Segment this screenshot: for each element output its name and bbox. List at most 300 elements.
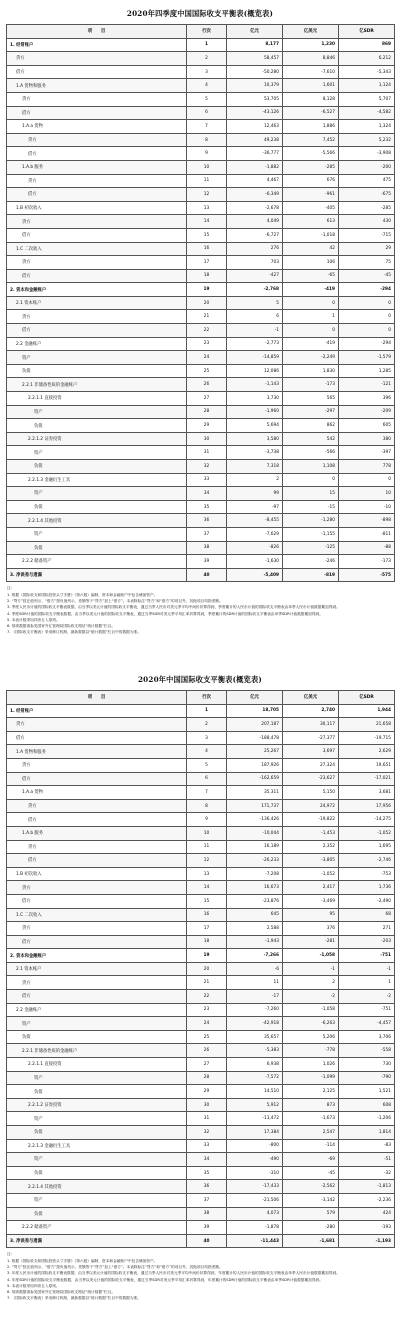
note-line: 1. 根据《国际收支和国际投资头寸手册》（第六版）编制，资本和金融账户中包含储备资产。 bbox=[7, 592, 158, 597]
value-sdr: 380 bbox=[339, 432, 395, 446]
value-sdr: -1,813 bbox=[339, 1180, 395, 1194]
row-number: 3 bbox=[187, 731, 227, 745]
value-sdr: 1 bbox=[339, 976, 395, 990]
value-cny: -50,280 bbox=[227, 65, 283, 79]
table-row bbox=[7, 1017, 395, 1031]
value-usd: 565 bbox=[283, 392, 339, 406]
row-number: 13 bbox=[187, 867, 227, 881]
row-number: 20 bbox=[187, 962, 227, 976]
value-usd: -45 bbox=[283, 1166, 339, 1180]
value-sdr: -17,021 bbox=[339, 772, 395, 786]
row-number: 9 bbox=[187, 813, 227, 827]
table-row bbox=[7, 310, 395, 324]
value-usd: 8,846 bbox=[283, 52, 339, 66]
value-cny: 16,189 bbox=[227, 840, 283, 854]
value-usd: 1,886 bbox=[283, 120, 339, 134]
value-sdr: -751 bbox=[339, 1003, 395, 1017]
note-line: 4. 季度SDR计值的国际收支平衡表数据，由当季以美元计值的国际收支平衡表，通过当季SDR对美元季平均汇率折算得到，季度累计的SDR计值的国际收支平衡表由单季SDR计值数据累加得到。 bbox=[7, 611, 323, 616]
row-label: 2.2 金融账户 bbox=[7, 1003, 187, 1017]
row-number: 7 bbox=[187, 120, 227, 134]
note-line: 3. 年度人民币计值的国际收支平衡表数据，由当季以美元计值的国际收支平衡表，通过当季人民币对美元季平均中间价折算得到，年度累计的人民币计值的国际收支平衡表由单季人民币计值数据累加得到。 bbox=[7, 1271, 340, 1276]
row-label: 借方 bbox=[7, 324, 187, 338]
row-number: 4 bbox=[187, 745, 227, 759]
value-sdr: 271 bbox=[339, 922, 395, 936]
row-label: 2.2.1.3 金融衍生工具 bbox=[7, 473, 187, 487]
value-usd: 2,352 bbox=[283, 840, 339, 854]
value-sdr: -2,746 bbox=[339, 854, 395, 868]
value-usd: -173 bbox=[283, 378, 339, 392]
value-sdr: 5,232 bbox=[339, 133, 395, 147]
row-number: 2 bbox=[187, 718, 227, 732]
value-cny: -42,918 bbox=[227, 1017, 283, 1031]
row-number: 17 bbox=[187, 256, 227, 270]
row-label: 2.2.1.3 金融衍生工具 bbox=[7, 1139, 187, 1153]
row-number: 39 bbox=[187, 1221, 227, 1235]
row-number: 38 bbox=[187, 541, 227, 555]
value-usd: -3,805 bbox=[283, 854, 339, 868]
value-usd: -1,280 bbox=[283, 514, 339, 528]
row-label: 2. 资本和金融账户 bbox=[7, 949, 187, 963]
row-number: 6 bbox=[187, 106, 227, 120]
value-cny: -17 bbox=[227, 990, 283, 1004]
header-row-no: 行次 bbox=[187, 25, 227, 39]
table-row bbox=[7, 758, 395, 772]
row-label: 负债 bbox=[7, 419, 187, 433]
value-cny: -1,943 bbox=[227, 935, 283, 949]
table-row bbox=[7, 1112, 395, 1126]
value-usd: -6,527 bbox=[283, 106, 339, 120]
table-row bbox=[7, 908, 395, 922]
value-cny: 6 bbox=[227, 310, 283, 324]
row-label: 1.A.b 服务 bbox=[7, 826, 187, 840]
row-number: 32 bbox=[187, 460, 227, 474]
row-label: 2.2.1 非储备性质的金融账户 bbox=[7, 378, 187, 392]
row-label: 1.B 初次收入 bbox=[7, 201, 187, 215]
value-sdr: 1,695 bbox=[339, 840, 395, 854]
row-label: 借方 bbox=[7, 772, 187, 786]
value-cny: -6 bbox=[227, 962, 283, 976]
row-number: 23 bbox=[187, 337, 227, 351]
value-usd: -7,610 bbox=[283, 65, 339, 79]
value-sdr: -1,206 bbox=[339, 1112, 395, 1126]
note-line: 6. 细项数据请参见国家外汇管理局国际收支网站“统计数据”栏目。 bbox=[7, 624, 116, 629]
row-number: 32 bbox=[187, 1126, 227, 1140]
value-usd: 0 bbox=[283, 296, 339, 310]
value-usd: 2,740 bbox=[283, 704, 339, 718]
row-number: 12 bbox=[187, 854, 227, 868]
table-row bbox=[7, 269, 395, 283]
value-cny: 4,467 bbox=[227, 174, 283, 188]
row-number: 31 bbox=[187, 446, 227, 460]
value-cny: 35,311 bbox=[227, 786, 283, 800]
row-label: 2.2.1.2 证券投资 bbox=[7, 432, 187, 446]
row-number: 8 bbox=[187, 799, 227, 813]
row-number: 36 bbox=[187, 1180, 227, 1194]
row-number: 16 bbox=[187, 242, 227, 256]
value-cny: -36,777 bbox=[227, 147, 283, 161]
table-row bbox=[7, 419, 395, 433]
value-cny: 49,238 bbox=[227, 133, 283, 147]
row-label: 借方 bbox=[7, 106, 187, 120]
row-number: 21 bbox=[187, 310, 227, 324]
table-row bbox=[7, 935, 395, 949]
value-cny: -2,678 bbox=[227, 201, 283, 215]
value-sdr: 17,956 bbox=[339, 799, 395, 813]
value-usd: -1,018 bbox=[283, 228, 339, 242]
value-cny: 276 bbox=[227, 242, 283, 256]
row-label: 贷方 bbox=[7, 52, 187, 66]
value-cny: -3,738 bbox=[227, 446, 283, 460]
value-cny: -490 bbox=[227, 1153, 283, 1167]
value-sdr: -32 bbox=[339, 1166, 395, 1180]
table-row bbox=[7, 52, 395, 66]
row-label: 资产 bbox=[7, 446, 187, 460]
value-cny: -97 bbox=[227, 500, 283, 514]
table-row bbox=[7, 1153, 395, 1167]
row-number: 29 bbox=[187, 1085, 227, 1099]
value-cny: -800 bbox=[227, 1139, 283, 1153]
value-cny: 207,187 bbox=[227, 718, 283, 732]
row-number: 37 bbox=[187, 1193, 227, 1207]
row-number: 29 bbox=[187, 419, 227, 433]
row-label: 资产 bbox=[7, 1017, 187, 1031]
value-cny: 5 bbox=[227, 296, 283, 310]
row-label: 贷方 bbox=[7, 881, 187, 895]
value-cny: -7,208 bbox=[227, 867, 283, 881]
row-label: 2. 资本和金融账户 bbox=[7, 283, 187, 297]
row-label: 负债 bbox=[7, 1085, 187, 1099]
value-usd: 27,324 bbox=[283, 758, 339, 772]
value-usd: -405 bbox=[283, 201, 339, 215]
table-body bbox=[7, 38, 395, 582]
row-number: 39 bbox=[187, 555, 227, 569]
table-row bbox=[7, 718, 395, 732]
row-label: 借方 bbox=[7, 731, 187, 745]
table-row bbox=[7, 256, 395, 270]
row-number: 2 bbox=[187, 52, 227, 66]
value-sdr: 5,707 bbox=[339, 92, 395, 106]
table-row bbox=[7, 772, 395, 786]
table-row bbox=[7, 228, 395, 242]
value-sdr: -51 bbox=[339, 1153, 395, 1167]
row-number: 4 bbox=[187, 79, 227, 93]
row-label: 负债 bbox=[7, 364, 187, 378]
value-sdr: -2 bbox=[339, 990, 395, 1004]
row-label: 资产 bbox=[7, 405, 187, 419]
table-row bbox=[7, 731, 395, 745]
table-row bbox=[7, 1058, 395, 1072]
value-sdr: -675 bbox=[339, 188, 395, 202]
value-sdr: 424 bbox=[339, 1207, 395, 1221]
value-cny: 645 bbox=[227, 908, 283, 922]
value-usd: -281 bbox=[283, 935, 339, 949]
table-row bbox=[7, 799, 395, 813]
row-label: 2.2.1.1 直接投资 bbox=[7, 392, 187, 406]
table-row bbox=[7, 215, 395, 229]
row-number: 31 bbox=[187, 1112, 227, 1126]
table-row bbox=[7, 514, 395, 528]
row-label: 贷方 bbox=[7, 799, 187, 813]
value-cny: 12,463 bbox=[227, 120, 283, 134]
row-label: 2.1 资本账户 bbox=[7, 962, 187, 976]
value-sdr: 1,736 bbox=[339, 881, 395, 895]
value-usd: -1 bbox=[283, 962, 339, 976]
table-row bbox=[7, 976, 395, 990]
value-sdr: -285 bbox=[339, 201, 395, 215]
row-label: 资产 bbox=[7, 1071, 187, 1085]
table-row bbox=[7, 106, 395, 120]
value-usd: -1,052 bbox=[283, 867, 339, 881]
value-cny: -826 bbox=[227, 541, 283, 555]
row-label: 1.A 货物和服务 bbox=[7, 745, 187, 759]
value-usd: 1,230 bbox=[283, 38, 339, 52]
value-cny: -7,260 bbox=[227, 1003, 283, 1017]
table-row bbox=[7, 745, 395, 759]
table-row bbox=[7, 826, 395, 840]
value-usd: -23,627 bbox=[283, 772, 339, 786]
value-cny: 58,457 bbox=[227, 52, 283, 66]
value-cny: -2,773 bbox=[227, 337, 283, 351]
value-usd: 7,452 bbox=[283, 133, 339, 147]
value-usd: 1,830 bbox=[283, 364, 339, 378]
row-number: 23 bbox=[187, 1003, 227, 1017]
value-cny: 6,938 bbox=[227, 1058, 283, 1072]
row-label: 负债 bbox=[7, 500, 187, 514]
value-usd: -69 bbox=[283, 1153, 339, 1167]
table-row bbox=[7, 392, 395, 406]
row-label: 负债 bbox=[7, 541, 187, 555]
row-label: 1.A.a 货物 bbox=[7, 120, 187, 134]
value-cny: -162,659 bbox=[227, 772, 283, 786]
row-label: 借方 bbox=[7, 935, 187, 949]
value-cny: 11 bbox=[227, 976, 283, 990]
row-number: 40 bbox=[187, 1234, 227, 1248]
value-sdr: -558 bbox=[339, 1044, 395, 1058]
row-label: 1. 经常账户 bbox=[7, 38, 187, 52]
value-cny: 12,086 bbox=[227, 364, 283, 378]
value-usd: 15 bbox=[283, 487, 339, 501]
row-label: 资产 bbox=[7, 487, 187, 501]
table-row bbox=[7, 174, 395, 188]
value-cny: 703 bbox=[227, 256, 283, 270]
value-usd: 8,128 bbox=[283, 92, 339, 106]
value-sdr: -397 bbox=[339, 446, 395, 460]
row-label: 负债 bbox=[7, 1207, 187, 1221]
value-cny: -43,126 bbox=[227, 106, 283, 120]
value-usd: 1,601 bbox=[283, 79, 339, 93]
table-row bbox=[7, 541, 395, 555]
value-cny: -23,876 bbox=[227, 894, 283, 908]
note-line: 5. 本表计数采用四舍五入原则。 bbox=[7, 617, 60, 622]
table-body bbox=[7, 704, 395, 1248]
value-sdr: -10 bbox=[339, 500, 395, 514]
table-header-row bbox=[7, 25, 395, 39]
value-sdr: -1,193 bbox=[339, 1234, 395, 1248]
row-label: 2.2 金融账户 bbox=[7, 337, 187, 351]
value-cny: -7,266 bbox=[227, 949, 283, 963]
row-label: 贷方 bbox=[7, 840, 187, 854]
table-row bbox=[7, 79, 395, 93]
table-row bbox=[7, 487, 395, 501]
value-cny: -21,506 bbox=[227, 1193, 283, 1207]
value-sdr: 10 bbox=[339, 487, 395, 501]
value-sdr: 475 bbox=[339, 174, 395, 188]
value-cny: -2,768 bbox=[227, 283, 283, 297]
value-usd: -1,453 bbox=[283, 826, 339, 840]
value-sdr: -790 bbox=[339, 1071, 395, 1085]
table-row bbox=[7, 1126, 395, 1140]
value-usd: -19,822 bbox=[283, 813, 339, 827]
row-number: 11 bbox=[187, 840, 227, 854]
value-usd: 1 bbox=[283, 310, 339, 324]
value-sdr: -4,582 bbox=[339, 106, 395, 120]
table-row bbox=[7, 922, 395, 936]
table-row bbox=[7, 38, 395, 52]
value-usd: 2,125 bbox=[283, 1085, 339, 1099]
row-label: 借方 bbox=[7, 188, 187, 202]
value-sdr: 19,651 bbox=[339, 758, 395, 772]
value-usd: -27,377 bbox=[283, 731, 339, 745]
value-usd: -419 bbox=[283, 337, 339, 351]
value-sdr: -3,908 bbox=[339, 147, 395, 161]
table-row bbox=[7, 1085, 395, 1099]
value-usd: -3,469 bbox=[283, 894, 339, 908]
row-label: 贷方 bbox=[7, 976, 187, 990]
value-sdr: -715 bbox=[339, 228, 395, 242]
value-cny: 5,694 bbox=[227, 419, 283, 433]
row-label: 借方 bbox=[7, 147, 187, 161]
value-usd: 0 bbox=[283, 473, 339, 487]
note-line: 7. 《国际收支平衡表》采用修订机制，最新数据以“统计数据”栏目中的数据为准。 bbox=[7, 630, 141, 635]
row-number: 18 bbox=[187, 269, 227, 283]
value-sdr: 1,285 bbox=[339, 364, 395, 378]
value-usd: -419 bbox=[283, 283, 339, 297]
header-sdr: 亿SDR bbox=[339, 691, 395, 705]
row-label: 1.C 二次收入 bbox=[7, 242, 187, 256]
row-label: 贷方 bbox=[7, 92, 187, 106]
row-number: 27 bbox=[187, 1058, 227, 1072]
row-number: 20 bbox=[187, 296, 227, 310]
value-sdr: -14,275 bbox=[339, 813, 395, 827]
value-sdr: 396 bbox=[339, 392, 395, 406]
value-usd: 3,697 bbox=[283, 745, 339, 759]
value-usd: -246 bbox=[283, 555, 339, 569]
row-label: 资产 bbox=[7, 351, 187, 365]
value-usd: -280 bbox=[283, 1221, 339, 1235]
value-cny: -136,426 bbox=[227, 813, 283, 827]
row-number: 19 bbox=[187, 283, 227, 297]
row-number: 6 bbox=[187, 772, 227, 786]
value-usd: 0 bbox=[283, 324, 339, 338]
row-label: 3. 净误差与遗漏 bbox=[7, 568, 187, 582]
value-cny: -7,629 bbox=[227, 527, 283, 541]
value-cny: 25,267 bbox=[227, 745, 283, 759]
value-cny: -6,349 bbox=[227, 188, 283, 202]
table-row bbox=[7, 446, 395, 460]
row-number: 37 bbox=[187, 527, 227, 541]
value-usd: 873 bbox=[283, 1098, 339, 1112]
row-number: 9 bbox=[187, 147, 227, 161]
value-sdr: 0 bbox=[339, 310, 395, 324]
value-usd: 5,150 bbox=[283, 786, 339, 800]
value-usd: -65 bbox=[283, 269, 339, 283]
table-row bbox=[7, 786, 395, 800]
value-sdr: -294 bbox=[339, 337, 395, 351]
value-cny: -188,478 bbox=[227, 731, 283, 745]
value-cny: -26,233 bbox=[227, 854, 283, 868]
row-number: 26 bbox=[187, 378, 227, 392]
value-cny: -7,572 bbox=[227, 1071, 283, 1085]
row-number: 7 bbox=[187, 786, 227, 800]
value-sdr: -898 bbox=[339, 514, 395, 528]
table-row bbox=[7, 500, 395, 514]
value-cny: 4,049 bbox=[227, 215, 283, 229]
value-usd: -5,566 bbox=[283, 147, 339, 161]
value-cny: -11,443 bbox=[227, 1234, 283, 1248]
row-label: 资产 bbox=[7, 527, 187, 541]
row-number: 8 bbox=[187, 133, 227, 147]
row-number: 18 bbox=[187, 935, 227, 949]
value-cny: 4,073 bbox=[227, 1207, 283, 1221]
table-row bbox=[7, 378, 395, 392]
value-cny: 3,580 bbox=[227, 432, 283, 446]
table-row bbox=[7, 242, 395, 256]
table-row bbox=[7, 1207, 395, 1221]
table-row bbox=[7, 1098, 395, 1112]
row-label: 1. 经常账户 bbox=[7, 704, 187, 718]
row-number: 38 bbox=[187, 1207, 227, 1221]
value-sdr: 29 bbox=[339, 242, 395, 256]
table-row bbox=[7, 324, 395, 338]
row-number: 30 bbox=[187, 432, 227, 446]
value-sdr: 1,521 bbox=[339, 1085, 395, 1099]
table-header-row bbox=[7, 691, 395, 705]
value-sdr: 68 bbox=[339, 908, 395, 922]
table-row bbox=[7, 1193, 395, 1207]
table-row bbox=[7, 568, 395, 582]
value-usd: 2 bbox=[283, 976, 339, 990]
table-row bbox=[7, 120, 395, 134]
value-cny: 2,588 bbox=[227, 922, 283, 936]
value-sdr: -173 bbox=[339, 555, 395, 569]
value-usd: 30,117 bbox=[283, 718, 339, 732]
table-row bbox=[7, 473, 395, 487]
row-label: 借方 bbox=[7, 854, 187, 868]
value-usd: -297 bbox=[283, 405, 339, 419]
row-label: 2.2.1.4 其他投资 bbox=[7, 514, 187, 528]
value-usd: 95 bbox=[283, 908, 339, 922]
value-sdr: 6,212 bbox=[339, 52, 395, 66]
value-usd: -1,058 bbox=[283, 1003, 339, 1017]
table-row bbox=[7, 188, 395, 202]
value-usd: -125 bbox=[283, 541, 339, 555]
value-sdr: -121 bbox=[339, 378, 395, 392]
table-row bbox=[7, 296, 395, 310]
value-usd: -819 bbox=[283, 568, 339, 582]
value-cny: -1,878 bbox=[227, 1221, 283, 1235]
bop-table-q4-2020 bbox=[6, 4, 394, 636]
row-number: 21 bbox=[187, 976, 227, 990]
row-number: 35 bbox=[187, 1166, 227, 1180]
value-sdr: -294 bbox=[339, 283, 395, 297]
value-usd: -1,058 bbox=[283, 949, 339, 963]
value-cny: -1,882 bbox=[227, 160, 283, 174]
value-cny: -17,433 bbox=[227, 1180, 283, 1194]
header-item: 项 目 bbox=[7, 691, 187, 705]
value-usd: -2 bbox=[283, 990, 339, 1004]
table-row bbox=[7, 854, 395, 868]
row-number: 12 bbox=[187, 188, 227, 202]
